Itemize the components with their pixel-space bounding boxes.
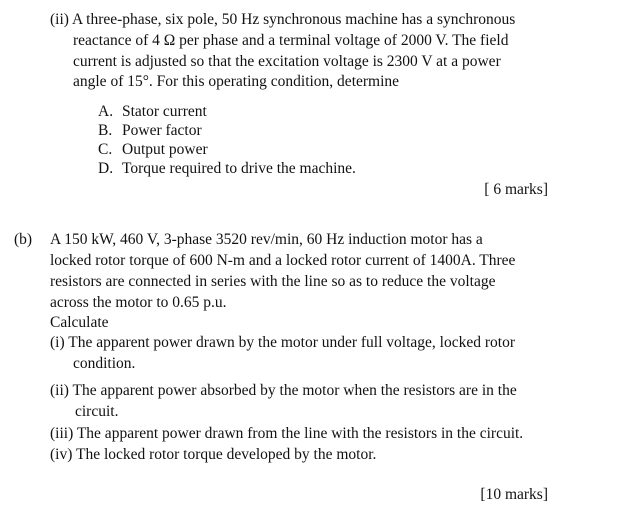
subitem-i-line-1: (i) The apparent power drawn by the motor under full voltage, locked rotor — [50, 334, 515, 351]
subitem-ii-line-2: circuit. — [75, 403, 119, 420]
calculate-heading: Calculate — [50, 314, 109, 331]
part-ii-line-2: reactance of 4 Ω per phase and a terminal voltage of 2000 V. The field — [73, 32, 509, 49]
item-text: Stator current — [122, 103, 207, 120]
item-letter: A. — [98, 103, 114, 120]
subitem-ii-line-1: (ii) The apparent power absorbed by the motor when the resistors are in the — [50, 382, 517, 399]
item-text: Power factor — [122, 122, 202, 139]
item-d — [98, 159, 356, 179]
part-ii-line-3: current is adjusted so that the excitation voltage is 2300 V at a power — [73, 53, 501, 70]
part-b-line-3: resistors are connected in series with the line so as to reduce the voltage — [50, 273, 496, 290]
item-letter: D. — [98, 160, 114, 177]
subitem-i-line-2: condition. — [73, 355, 136, 372]
item-a — [98, 102, 207, 122]
part-b-line-2: locked rotor torque of 600 N-m and a locked rotor current of 1400A. Three — [50, 252, 516, 269]
item-text: Torque required to drive the machine. — [122, 160, 356, 177]
subitem-iii-line-1: (iii) The apparent power drawn from the line with the resistors in the circuit. — [50, 425, 524, 442]
item-letter: B. — [98, 122, 113, 139]
item-letter: C. — [98, 141, 113, 158]
part-ii-marks: [ 6 marks] — [484, 181, 548, 198]
part-b-line-4: across the motor to 0.65 p.u. — [50, 294, 227, 311]
part-ii-line-4: angle of 15°. For this operating condition, determine — [73, 73, 400, 90]
part-ii-line-1: (ii) A three-phase, six pole, 50 Hz synchronous machine has a synchronous — [50, 11, 516, 28]
part-b-line-1: A 150 kW, 460 V, 3-phase 3520 rev/min, 60 Hz induction motor has a — [50, 231, 483, 248]
item-text: Output power — [122, 141, 208, 158]
part-b-marks: [10 marks] — [480, 486, 548, 503]
item-b — [98, 121, 202, 141]
item-c — [98, 140, 208, 160]
part-b-label: (b) — [14, 231, 33, 248]
subitem-iv-line-1: (iv) The locked rotor torque developed by the motor. — [50, 446, 377, 463]
